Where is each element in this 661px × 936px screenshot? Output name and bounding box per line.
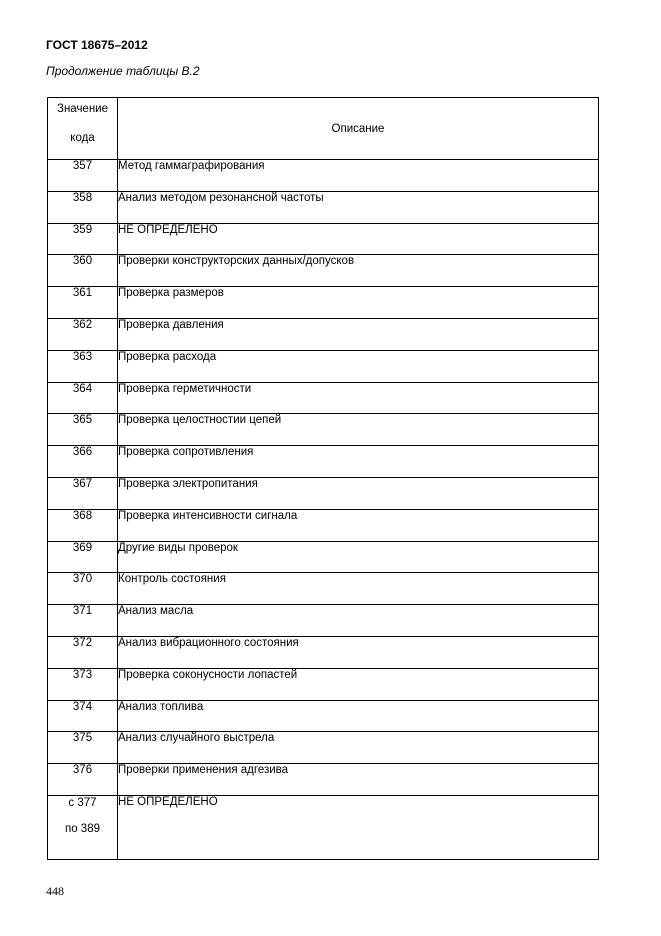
codes-table xyxy=(47,97,599,860)
description-column-header: Описание xyxy=(118,98,599,160)
code-cell: 358 xyxy=(48,191,118,223)
code-cell: 369 xyxy=(48,541,118,573)
code-cell: 371 xyxy=(48,605,118,637)
description-cell: Проверка герметичности xyxy=(118,382,599,414)
code-cell: 375 xyxy=(48,732,118,764)
table-row xyxy=(48,605,599,637)
code-cell: 370 xyxy=(48,573,118,605)
description-cell: Проверки конструкторских данных/допусков xyxy=(118,255,599,287)
table-row xyxy=(48,191,599,223)
table-row xyxy=(48,287,599,319)
code-cell: 365 xyxy=(48,414,118,446)
table-row xyxy=(48,700,599,732)
description-cell: Проверка давления xyxy=(118,318,599,350)
table-row xyxy=(48,223,599,255)
description-cell: Проверка расхода xyxy=(118,350,599,382)
description-cell: НЕ ОПРЕДЕЛЕНО xyxy=(118,223,599,255)
description-cell: Другие виды проверок xyxy=(118,541,599,573)
table-row xyxy=(48,414,599,446)
code-cell: 360 xyxy=(48,255,118,287)
description-cell: Проверка целостностии цепей xyxy=(118,414,599,446)
description-cell: Метод гаммаграфирования xyxy=(118,160,599,192)
table-row xyxy=(48,446,599,478)
code-cell: 364 xyxy=(48,382,118,414)
description-cell: Анализ вибрационного состояния xyxy=(118,636,599,668)
code-cell: 361 xyxy=(48,287,118,319)
code-cell: 374 xyxy=(48,700,118,732)
code-range-start: с 377 xyxy=(68,796,97,809)
code-cell: 368 xyxy=(48,509,118,541)
description-cell: Анализ топлива xyxy=(118,700,599,732)
description-cell: Анализ случайного выстрела xyxy=(118,732,599,764)
document-standard-title: ГОСТ 18675–2012 xyxy=(46,38,148,52)
table-row xyxy=(48,318,599,350)
description-cell: Проверки применения адгезива xyxy=(118,764,599,796)
description-cell: Анализ масла xyxy=(118,605,599,637)
code-cell: 359 xyxy=(48,223,118,255)
code-cell: 366 xyxy=(48,446,118,478)
table-row xyxy=(48,382,599,414)
table-row xyxy=(48,636,599,668)
code-cell: 362 xyxy=(48,318,118,350)
table-row xyxy=(48,350,599,382)
code-range-end: по 389 xyxy=(64,822,100,835)
table-header-row xyxy=(48,98,599,160)
table-row xyxy=(48,732,599,764)
code-header-line2: кода xyxy=(70,132,95,144)
table-row xyxy=(48,668,599,700)
page-number: 448 xyxy=(46,884,64,898)
description-cell: Проверка электропитания xyxy=(118,477,599,509)
table-row xyxy=(48,541,599,573)
description-cell: Проверка соконусности лопастей xyxy=(118,668,599,700)
code-cell: 363 xyxy=(48,350,118,382)
code-cell: 376 xyxy=(48,764,118,796)
table-row xyxy=(48,573,599,605)
table-row xyxy=(48,255,599,287)
table-row xyxy=(48,509,599,541)
table-row xyxy=(48,477,599,509)
code-range-cell xyxy=(48,795,118,859)
description-cell: Анализ методом резонансной частоты xyxy=(118,191,599,223)
code-cell: 367 xyxy=(48,477,118,509)
table-row xyxy=(48,160,599,192)
code-cell: 357 xyxy=(48,160,118,192)
code-cell: 373 xyxy=(48,668,118,700)
description-cell: Проверка размеров xyxy=(118,287,599,319)
table-row xyxy=(48,795,599,859)
table-row xyxy=(48,764,599,796)
code-cell: 372 xyxy=(48,636,118,668)
table-continuation-caption: Продолжение таблицы В.2 xyxy=(46,64,200,78)
description-cell: Проверка сопротивления xyxy=(118,446,599,478)
code-column-header xyxy=(48,98,118,160)
code-header-line1: Значение xyxy=(57,103,108,115)
description-cell: НЕ ОПРЕДЕЛЕНО xyxy=(118,795,599,859)
description-cell: Проверка интенсивности сигнала xyxy=(118,509,599,541)
description-cell: Контроль состояния xyxy=(118,573,599,605)
